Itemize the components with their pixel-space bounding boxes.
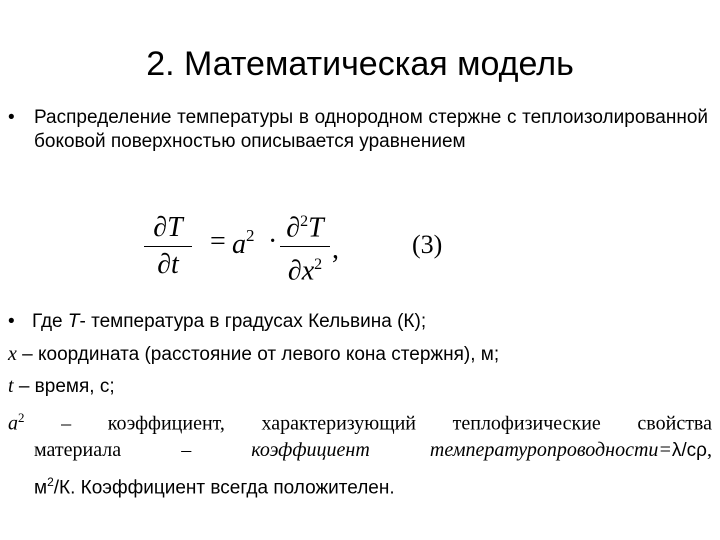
a-power: 2	[18, 410, 25, 425]
definition-a-line2	[8, 434, 712, 466]
x-text: – координата (расстояние от левого кона стержня), м;	[16, 344, 500, 365]
lhs-denominator: ∂t	[157, 249, 179, 280]
lhs-numerator: ∂T	[153, 212, 183, 243]
rhs-denominator	[280, 249, 330, 287]
a-line2-formula: λ/cρ	[671, 440, 707, 461]
definitions	[8, 306, 712, 498]
rhs-denominator-power: 2	[314, 256, 323, 274]
rhs-partial: ∂	[286, 212, 301, 244]
lhs-fraction-bar	[144, 246, 192, 247]
T-text: - температура в градусах Кельвина (К);	[79, 311, 427, 332]
equation-number: (3)	[412, 230, 443, 259]
bullet-marker: •	[8, 311, 15, 332]
a-line3-power: 2	[47, 475, 54, 489]
definition-a-line1	[8, 402, 712, 434]
a-line3-unit: м	[34, 477, 48, 499]
t-symbol: t	[8, 375, 14, 397]
rhs-fraction-bar	[280, 246, 330, 247]
rhs-numerator-power: 2	[300, 213, 309, 230]
rhs-numerator	[280, 206, 330, 244]
a-text: – коэффициент, характеризующий теплофизические свойства	[24, 412, 712, 435]
a-line2-plain: материала –	[34, 439, 252, 461]
definition-a-line3	[8, 466, 712, 498]
T-symbol: T	[67, 311, 80, 332]
intro-text: Распределение температуры в однородном стержне с теплоизолированной боковой поверхностью описывается уравнением	[34, 107, 708, 152]
definition-x	[8, 338, 712, 370]
definition-t	[8, 370, 712, 402]
intro-bullet	[8, 106, 708, 154]
a-line2-italic: коэффициент температуропроводности=	[251, 439, 672, 461]
a-symbol: a	[8, 412, 18, 435]
coefficient-symbol: a	[232, 229, 246, 260]
bullet-marker: •	[8, 107, 15, 128]
t-text: – время, с;	[13, 376, 115, 397]
coefficient	[232, 226, 255, 261]
multiply-dot: ·	[268, 226, 278, 257]
formula-comma: ,	[332, 234, 339, 265]
slide-title: 2. Математическая модель	[146, 45, 574, 83]
heat-equation	[144, 206, 464, 286]
a-line2-end: ,	[707, 439, 712, 461]
coefficient-power: 2	[246, 226, 255, 245]
a-line3-text: /К. Коэффициент всегда положителен.	[53, 477, 395, 499]
rhs-fraction	[280, 206, 330, 288]
rhs-numerator-var: T	[308, 212, 324, 244]
x-symbol: x	[8, 343, 17, 365]
T-prefix: Где	[31, 311, 68, 332]
equals-sign: =	[210, 226, 226, 257]
rhs-denominator-var: ∂x	[287, 255, 315, 287]
definition-T	[8, 306, 712, 338]
lhs-fraction	[144, 212, 192, 281]
